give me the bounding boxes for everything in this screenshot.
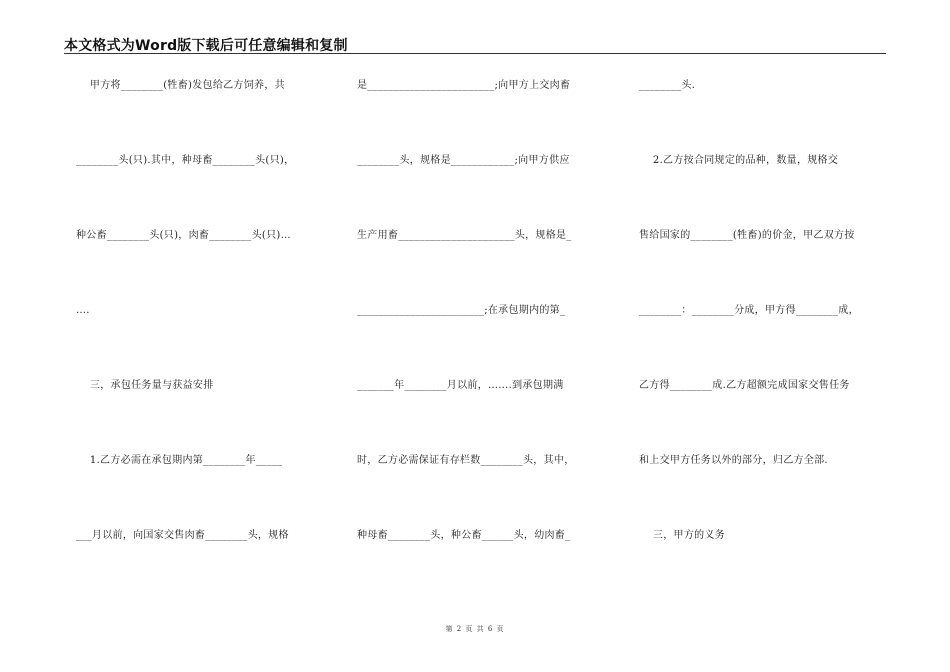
text-line: 售给国家的________(牲畜)的价金，甲乙双方按 (639, 230, 855, 241)
text-line: 乙方得________成.乙方超额完成国家交售任务 (639, 380, 850, 391)
text-column-2 (357, 0, 607, 672)
text-line: ________头(只).其中，种母畜________头(只)， (76, 155, 295, 166)
text-line: 时，乙方必需保证有存栏数________头，其中， (357, 455, 575, 466)
text-line: ________头. (639, 80, 696, 91)
text-line: ________头，规格是____________;向甲方供应 (357, 155, 570, 166)
text-column-3 (639, 0, 889, 672)
text-line: 1.乙方必需在承包期内第________年_____ (76, 455, 283, 466)
text-line: _______年________月以前，…….到承包期满 (357, 380, 564, 391)
text-column-1 (76, 0, 326, 672)
section-heading: 三，承包任务量与获益安排 (76, 380, 214, 391)
text-line: …. (76, 305, 90, 316)
text-line: 2.乙方按合同规定的品种，数量，规格交 (639, 155, 839, 166)
section-heading: 三，甲方的义务 (639, 530, 726, 541)
text-line: ________________________;在承包期内的第_ (357, 305, 566, 316)
text-line: ________：________分成，甲方得________成， (639, 305, 859, 316)
text-line: 种母畜________头，种公畜______头，幼肉畜_ (357, 530, 571, 541)
text-line: 和上交甲方任务以外的部分，归乙方全部. (639, 455, 828, 466)
text-line: 种公畜________头(只)，肉畜________头(只)… (76, 230, 291, 241)
text-line: 是________________________;向甲方上交肉畜 (357, 80, 571, 91)
text-line: ___月以前，向国家交售肉畜________头，规格 (76, 530, 289, 541)
text-line: 甲方将________(牲畜)发包给乙方饲养，共 (76, 80, 285, 91)
page-number: 第 2 页 共 6 页 (445, 625, 505, 633)
text-line: 生产用畜______________________头，规格是_ (357, 230, 572, 241)
header-title: 本文格式为Word版下载后可任意编辑和复制 (64, 38, 348, 54)
